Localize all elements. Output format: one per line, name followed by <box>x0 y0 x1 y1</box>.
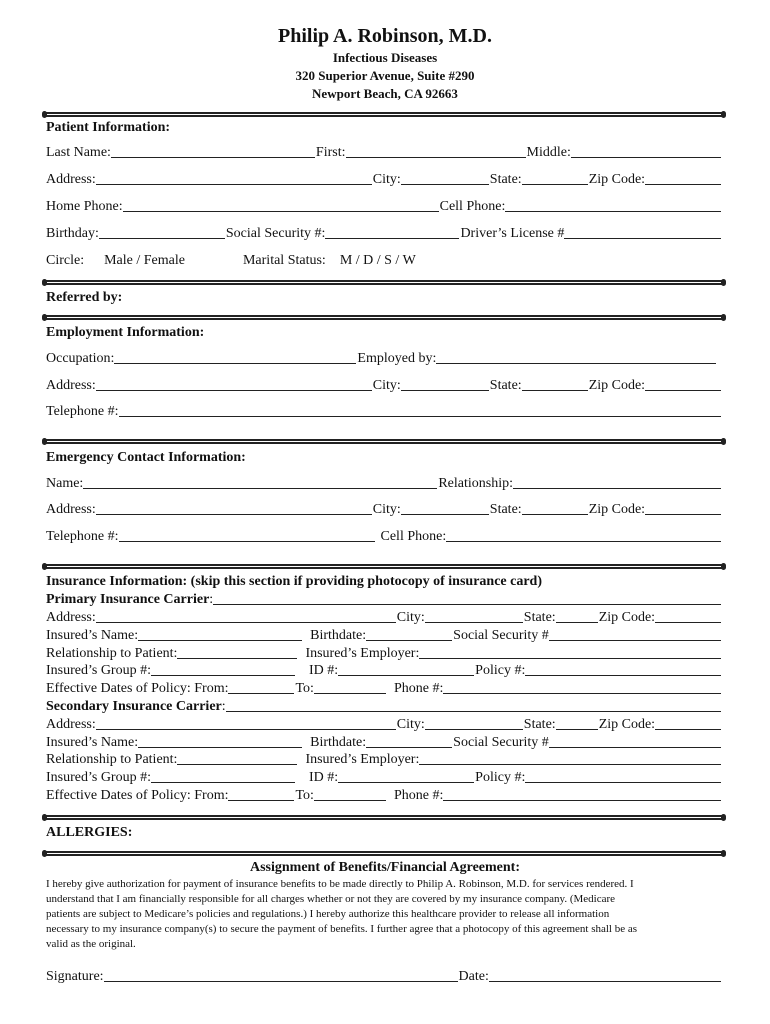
allergies-label: ALLERGIES: <box>46 825 133 840</box>
patient-id-row <box>46 226 722 242</box>
zip-field[interactable] <box>655 610 721 623</box>
divider <box>44 439 724 444</box>
secondary-effective-row <box>46 788 722 804</box>
state-label: State: <box>523 717 556 732</box>
sex-options[interactable]: Male / Female <box>104 253 185 268</box>
id-field[interactable] <box>338 663 474 676</box>
primary-carrier-field[interactable] <box>213 592 721 605</box>
telephone-label: Telephone #: <box>46 529 119 544</box>
effective-to-label: To: <box>295 788 314 803</box>
city-field[interactable] <box>425 610 523 623</box>
zip-label: Zip Code: <box>588 502 646 517</box>
ssn-field[interactable] <box>549 628 721 641</box>
ssn-label: Social Security # <box>453 735 549 750</box>
id-field[interactable] <box>338 770 474 783</box>
drivers-license-label: Driver’s License # <box>460 226 565 241</box>
address-line-1: 320 Superior Avenue, Suite #290 <box>295 68 475 83</box>
address-field[interactable] <box>96 378 372 391</box>
name-field[interactable] <box>83 476 437 489</box>
zip-field[interactable] <box>655 717 721 730</box>
agreement-title: Assignment of Benefits/Financial Agreement: <box>250 860 520 875</box>
city-field[interactable] <box>401 502 489 515</box>
address-field[interactable] <box>96 502 372 515</box>
primary-carrier-colon: : <box>209 592 214 607</box>
city-label: City: <box>396 717 425 732</box>
middle-name-label: Middle: <box>526 145 571 160</box>
name-label: Name: <box>46 476 84 491</box>
cell-phone-label: Cell Phone: <box>380 529 447 544</box>
divider <box>44 851 724 856</box>
zip-field[interactable] <box>645 502 721 515</box>
ssn-label: Social Security #: <box>225 226 326 241</box>
specialty: Infectious Diseases <box>332 50 438 65</box>
emergency-address-row <box>46 502 722 518</box>
policy-label: Policy #: <box>475 663 526 678</box>
address-label: Address: <box>46 717 96 732</box>
state-field[interactable] <box>522 502 588 515</box>
group-field[interactable] <box>151 770 295 783</box>
employer-field[interactable] <box>419 752 721 765</box>
group-label: Insured’s Group #: <box>46 770 151 785</box>
birthdate-field[interactable] <box>366 735 452 748</box>
effective-to-label: To: <box>295 681 314 696</box>
city-field[interactable] <box>425 717 523 730</box>
state-label: State: <box>523 610 556 625</box>
primary-relationship-row <box>46 646 722 662</box>
date-field[interactable] <box>489 969 721 982</box>
city-label: City: <box>372 502 401 517</box>
employment-address-row <box>46 378 722 394</box>
divider <box>44 315 724 320</box>
divider <box>44 564 724 569</box>
home-phone-label: Home Phone: <box>46 199 123 214</box>
employed-by-label: Employed by: <box>357 351 437 366</box>
relationship-field[interactable] <box>177 646 297 659</box>
phone-field[interactable] <box>443 788 721 801</box>
birthdate-label: Birthdate: <box>310 628 367 643</box>
ssn-field[interactable] <box>325 226 459 239</box>
relationship-field[interactable] <box>177 752 297 765</box>
marital-status-options[interactable]: M / D / S / W <box>339 253 416 268</box>
patient-name-row <box>46 145 722 161</box>
last-name-label: Last Name: <box>46 145 111 160</box>
primary-carrier-label: Primary Insurance Carrier <box>46 592 210 607</box>
zip-label: Zip Code: <box>588 378 646 393</box>
relationship-label: Relationship to Patient: <box>46 646 178 661</box>
divider <box>44 280 724 285</box>
phone-field[interactable] <box>443 681 721 694</box>
address-line-2: Newport Beach, CA 92663 <box>312 86 458 101</box>
employer-field[interactable] <box>419 646 721 659</box>
address-field[interactable] <box>96 172 372 185</box>
address-label: Address: <box>46 172 96 187</box>
agreement-line: understand that I am financially responsible for all charges whether or not they are covered by my insurance company. (Medicare <box>46 893 616 905</box>
drivers-license-field[interactable] <box>564 226 721 239</box>
primary-carrier-row <box>46 592 722 608</box>
birthdate-label: Birthdate: <box>310 735 367 750</box>
employment-section-title: Employment Information: <box>46 325 205 340</box>
address-field[interactable] <box>96 717 396 730</box>
telephone-field[interactable] <box>119 529 375 542</box>
zip-field[interactable] <box>645 172 721 185</box>
telephone-label: Telephone #: <box>46 404 119 419</box>
effective-from-label: Effective Dates of Policy: From: <box>46 681 229 696</box>
occupation-field[interactable] <box>114 351 356 364</box>
emergency-name-row <box>46 476 722 492</box>
cell-phone-label: Cell Phone: <box>439 199 506 214</box>
marital-status-label: Marital Status: <box>242 253 326 268</box>
telephone-field[interactable] <box>119 404 722 417</box>
city-label: City: <box>396 610 425 625</box>
patient-status-row <box>46 253 722 269</box>
policy-field[interactable] <box>525 770 721 783</box>
address-label: Address: <box>46 610 96 625</box>
secondary-address-row <box>46 717 722 733</box>
address-label: Address: <box>46 502 96 517</box>
effective-from-label: Effective Dates of Policy: From: <box>46 788 229 803</box>
birthday-field[interactable] <box>99 226 225 239</box>
middle-name-field[interactable] <box>571 145 721 158</box>
agreement-text <box>46 877 726 952</box>
cell-phone-field[interactable] <box>446 529 721 542</box>
relationship-label: Relationship: <box>438 476 513 491</box>
last-name-field[interactable] <box>111 145 315 158</box>
group-field[interactable] <box>151 663 295 676</box>
zip-label: Zip Code: <box>598 610 656 625</box>
zip-label: Zip Code: <box>598 717 656 732</box>
state-label: State: <box>489 172 522 187</box>
birthdate-field[interactable] <box>366 628 452 641</box>
employment-row <box>46 351 722 367</box>
first-name-label: First: <box>315 145 346 160</box>
first-name-field[interactable] <box>346 145 526 158</box>
divider <box>44 815 724 820</box>
city-field[interactable] <box>401 378 489 391</box>
insurance-section-title: Insurance Information: (skip this section if providing photocopy of insurance card) <box>46 574 543 589</box>
state-field[interactable] <box>556 610 598 623</box>
primary-effective-row <box>46 681 722 697</box>
physician-name: Philip A. Robinson, M.D. <box>278 25 492 47</box>
zip-label: Zip Code: <box>588 172 646 187</box>
cell-phone-field[interactable] <box>505 199 721 212</box>
referred-by-label: Referred by: <box>46 290 123 305</box>
relationship-label: Relationship to Patient: <box>46 752 178 767</box>
city-label: City: <box>372 172 401 187</box>
emergency-section-title: Emergency Contact Information: <box>46 450 246 465</box>
id-label: ID #: <box>309 663 339 678</box>
signature-label: Signature: <box>46 969 104 984</box>
ssn-field[interactable] <box>549 735 721 748</box>
insured-name-field[interactable] <box>138 735 302 748</box>
primary-group-row <box>46 663 722 679</box>
home-phone-field[interactable] <box>123 199 439 212</box>
address-field[interactable] <box>96 610 396 623</box>
effective-to-field[interactable] <box>314 788 386 801</box>
birthday-label: Birthday: <box>46 226 99 241</box>
employer-label: Insured’s Employer: <box>305 646 420 661</box>
secondary-insured-row <box>46 735 722 751</box>
agreement-line: patients are subject to Medicare’s policies and regulations.) I hereby authorize this healthcare provider to release all information <box>46 908 610 920</box>
secondary-carrier-field[interactable] <box>226 699 721 712</box>
occupation-label: Occupation: <box>46 351 115 366</box>
state-field[interactable] <box>522 378 588 391</box>
ssn-label: Social Security # <box>453 628 549 643</box>
city-label: City: <box>372 378 401 393</box>
agreement-line: I hereby give authorization for payment of insurance benefits to be made directly to Philip A. Robinson, M.D. for services rendered. I <box>46 878 634 890</box>
secondary-carrier-label: Secondary Insurance Carrier <box>46 699 222 714</box>
date-label: Date: <box>458 969 489 984</box>
id-label: ID #: <box>309 770 339 785</box>
primary-insured-row <box>46 628 722 644</box>
address-label: Address: <box>46 378 96 393</box>
employer-label: Insured’s Employer: <box>305 752 420 767</box>
employed-by-field[interactable] <box>436 351 716 364</box>
state-label: State: <box>489 378 522 393</box>
policy-label: Policy #: <box>475 770 526 785</box>
signature-row <box>46 969 722 985</box>
effective-from-field[interactable] <box>228 788 294 801</box>
state-field[interactable] <box>522 172 588 185</box>
group-label: Insured’s Group #: <box>46 663 151 678</box>
patient-section-title: Patient Information: <box>46 120 171 135</box>
insured-name-label: Insured’s Name: <box>46 735 139 750</box>
phone-label: Phone #: <box>393 788 444 803</box>
patient-phone-row <box>46 199 722 215</box>
effective-to-field[interactable] <box>314 681 386 694</box>
emergency-phone-row <box>46 529 722 545</box>
primary-address-row <box>46 610 722 626</box>
secondary-carrier-row <box>46 699 722 715</box>
signature-field[interactable] <box>104 969 458 982</box>
divider <box>44 112 724 117</box>
city-field[interactable] <box>401 172 489 185</box>
circle-label: Circle: <box>46 253 85 268</box>
insured-name-label: Insured’s Name: <box>46 628 139 643</box>
phone-label: Phone #: <box>393 681 444 696</box>
zip-field[interactable] <box>645 378 721 391</box>
agreement-line: valid as the original. <box>46 938 136 950</box>
secondary-relationship-row <box>46 752 722 768</box>
relationship-field[interactable] <box>513 476 721 489</box>
employment-telephone-row <box>46 404 722 420</box>
state-field[interactable] <box>556 717 598 730</box>
state-label: State: <box>489 502 522 517</box>
secondary-group-row <box>46 770 722 786</box>
insured-name-field[interactable] <box>138 628 302 641</box>
agreement-line: necessary to my insurance company(s) to secure the payment of benefits. I further agree that a photocopy of this agreement shall be as <box>46 923 638 935</box>
secondary-carrier-colon: : <box>221 699 226 714</box>
patient-address-row <box>46 172 722 188</box>
policy-field[interactable] <box>525 663 721 676</box>
effective-from-field[interactable] <box>228 681 294 694</box>
